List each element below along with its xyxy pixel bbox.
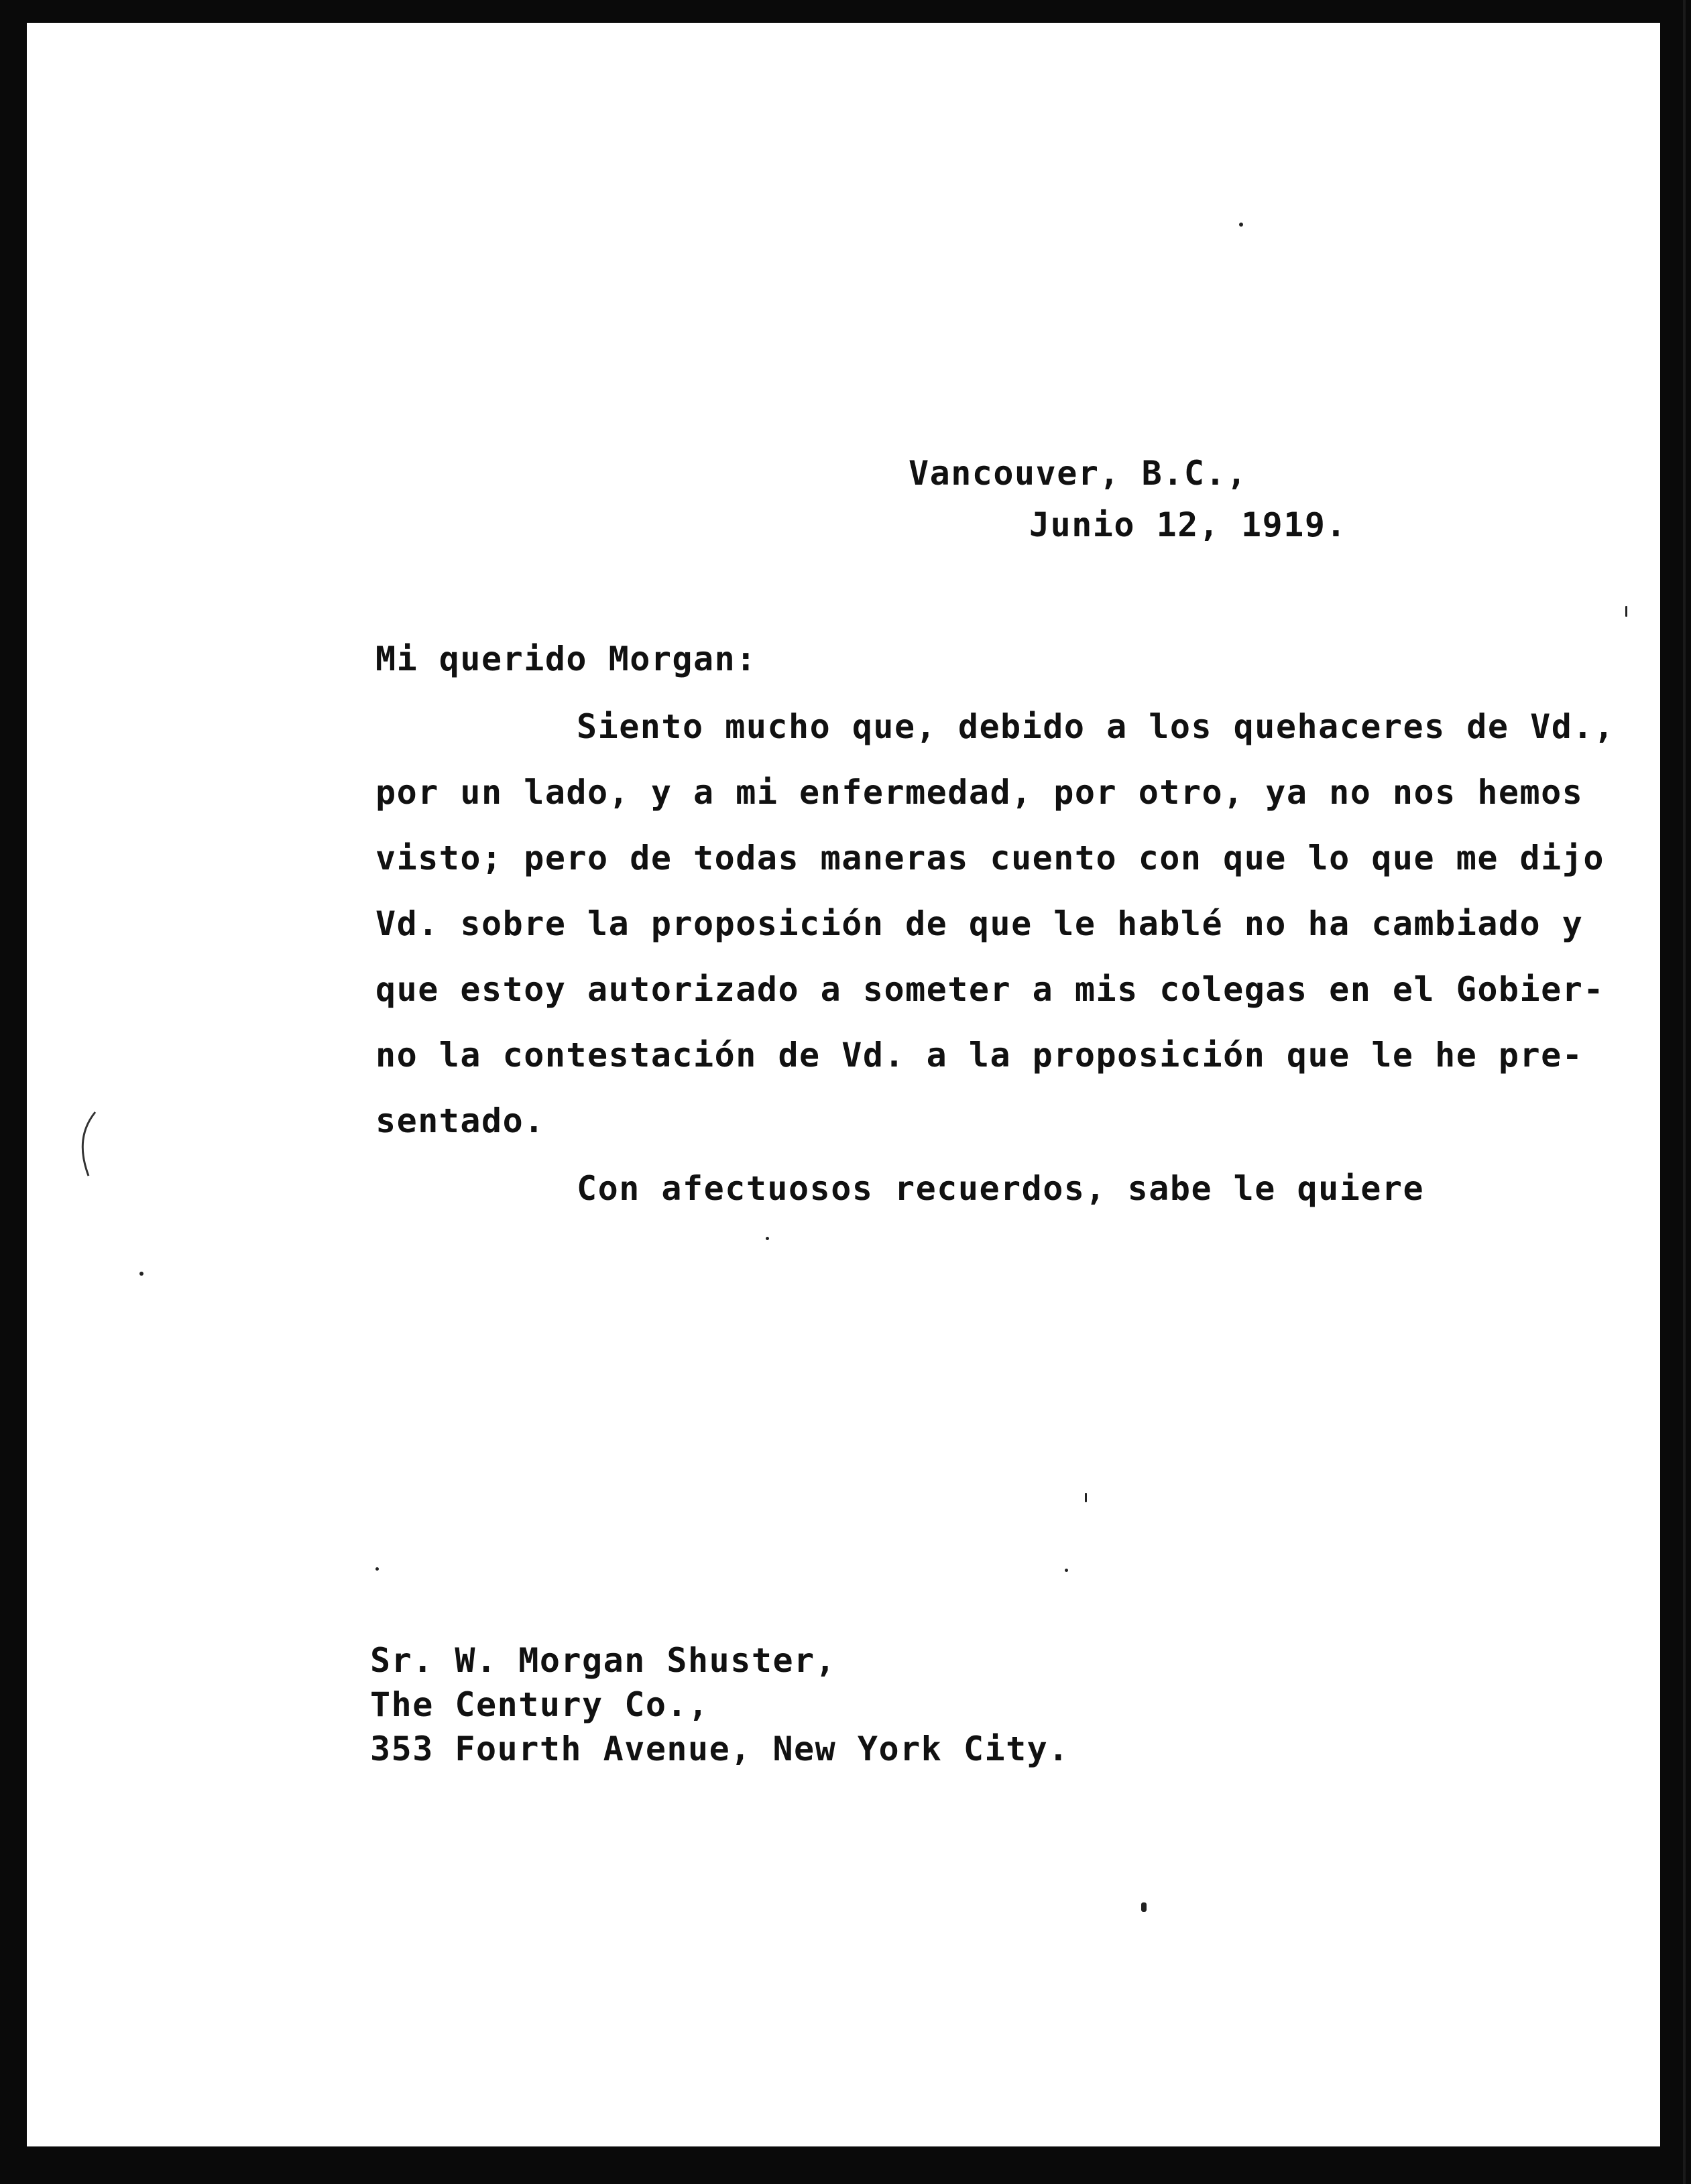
paper-speck <box>766 1237 769 1240</box>
paper-speck <box>1239 223 1243 227</box>
paper-speck <box>1085 1493 1087 1502</box>
letter-date: Junio 12, 1919. <box>1029 505 1348 544</box>
body-line: que estoy autorizado a someter a mis colegas en el Gobier- <box>375 970 1605 1009</box>
paper-speck <box>375 1567 379 1571</box>
recipient-company: The Century Co., <box>370 1685 709 1724</box>
letter-salutation: Mi querido Morgan: <box>375 640 757 678</box>
body-line: Siento mucho que, debido a los quehaceres de Vd., <box>577 707 1615 746</box>
body-line: no la contestación de Vd. a la proposición que le he pre- <box>375 1036 1584 1075</box>
body-line: por un lado, y a mi enfermedad, por otro, ya no nos hemos <box>375 773 1584 812</box>
paper-speck <box>139 1272 143 1276</box>
paper-mark <box>75 1109 102 1182</box>
body-line: Vd. sobre la proposición de que le hablé no ha cambiado y <box>375 904 1584 943</box>
body-line: sentado. <box>375 1101 545 1140</box>
letter-place: Vancouver, B.C., <box>909 454 1248 493</box>
recipient-address: 353 Fourth Avenue, New York City. <box>370 1730 1069 1768</box>
paper-speck <box>1625 606 1627 617</box>
scan-edge <box>1683 0 1686 2184</box>
letter-closing: Con afectuosos recuerdos, sabe le quiere <box>577 1169 1425 1208</box>
letter-page <box>27 23 1660 2146</box>
body-line: visto; pero de todas maneras cuento con que lo que me dijo <box>375 839 1605 877</box>
paper-speck <box>1065 1569 1068 1572</box>
recipient-name: Sr. W. Morgan Shuster, <box>370 1641 837 1680</box>
paper-speck <box>1141 1902 1147 1912</box>
